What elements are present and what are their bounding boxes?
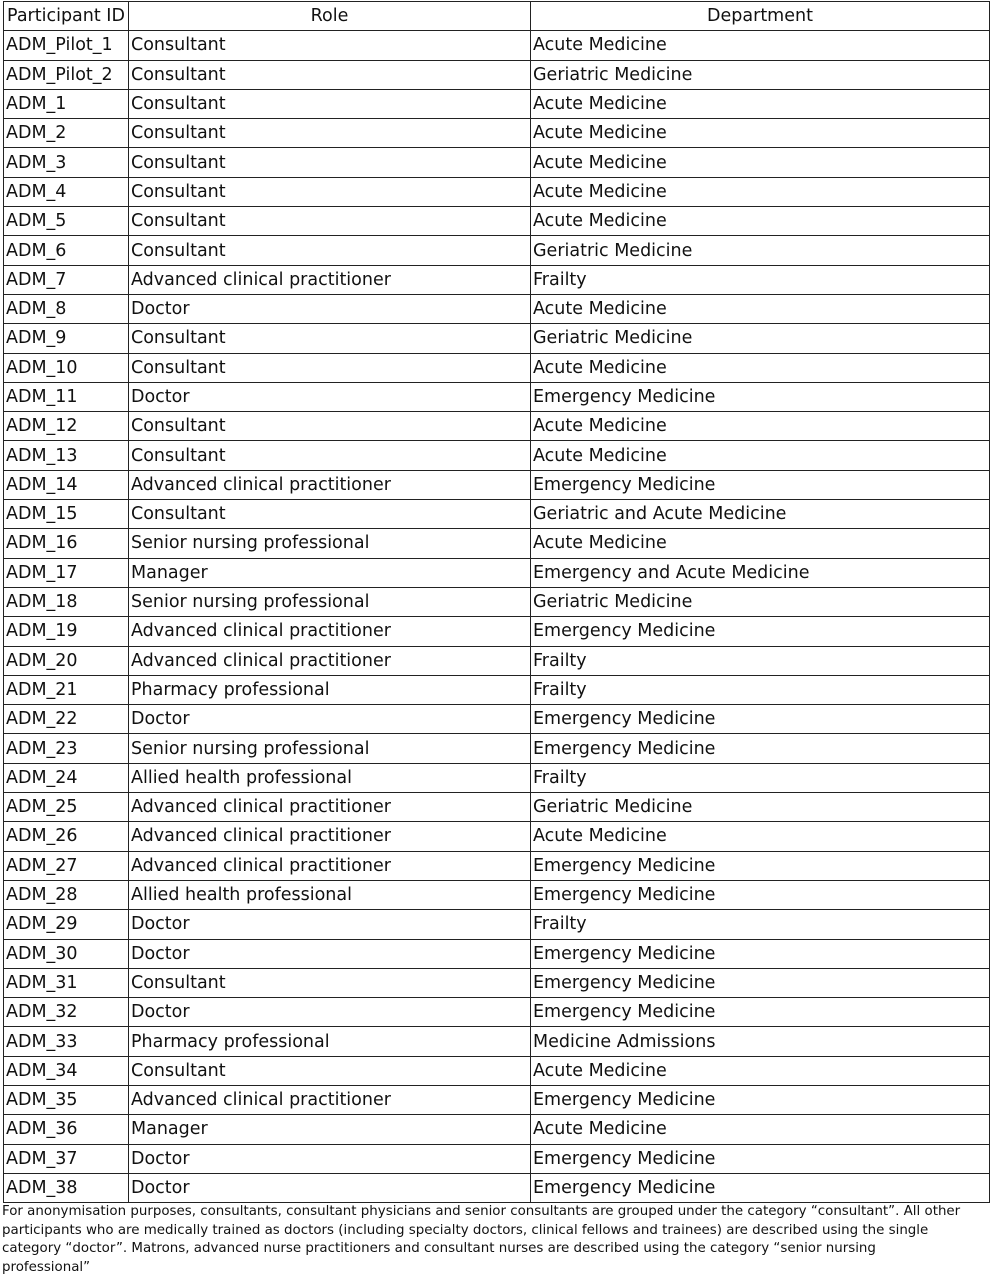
role-cell: Advanced clinical practitioner: [129, 822, 531, 851]
department-cell: Geriatric Medicine: [531, 587, 990, 616]
department-cell: Geriatric Medicine: [531, 60, 990, 89]
table-row: [4, 207, 990, 236]
role-cell: Doctor: [129, 910, 531, 939]
department-cell: Emergency Medicine: [531, 734, 990, 763]
role-cell: Advanced clinical practitioner: [129, 470, 531, 499]
table-row: [4, 412, 990, 441]
participant-id-cell: ADM_10: [4, 353, 129, 382]
table-row: [4, 851, 990, 880]
department-cell: Acute Medicine: [531, 89, 990, 118]
department-cell: Acute Medicine: [531, 353, 990, 382]
department-cell: Emergency Medicine: [531, 880, 990, 909]
table-row: [4, 324, 990, 353]
table-row: [4, 880, 990, 909]
role-cell: Advanced clinical practitioner: [129, 793, 531, 822]
participant-id-cell: ADM_19: [4, 617, 129, 646]
role-cell: Manager: [129, 558, 531, 587]
participant-id-cell: ADM_17: [4, 558, 129, 587]
participant-id-cell: ADM_1: [4, 89, 129, 118]
role-cell: Advanced clinical practitioner: [129, 1085, 531, 1114]
department-cell: Emergency and Acute Medicine: [531, 558, 990, 587]
role-cell: Doctor: [129, 294, 531, 323]
participant-id-cell: ADM_11: [4, 382, 129, 411]
table-row: [4, 441, 990, 470]
role-cell: Consultant: [129, 353, 531, 382]
table-row: [4, 998, 990, 1027]
participant-id-cell: ADM_26: [4, 822, 129, 851]
participant-id-cell: ADM_18: [4, 587, 129, 616]
role-cell: Consultant: [129, 968, 531, 997]
table-row: [4, 646, 990, 675]
participant-id-cell: ADM_Pilot_1: [4, 31, 129, 60]
department-cell: Acute Medicine: [531, 207, 990, 236]
participant-id-cell: ADM_23: [4, 734, 129, 763]
table-body: [4, 31, 990, 1203]
role-cell: Consultant: [129, 177, 531, 206]
role-cell: Consultant: [129, 500, 531, 529]
table-row: [4, 1173, 990, 1202]
role-cell: Consultant: [129, 1056, 531, 1085]
table-row: [4, 148, 990, 177]
role-cell: Senior nursing professional: [129, 587, 531, 616]
participant-id-cell: ADM_27: [4, 851, 129, 880]
department-cell: Acute Medicine: [531, 1115, 990, 1144]
department-cell: Emergency Medicine: [531, 705, 990, 734]
department-cell: Acute Medicine: [531, 294, 990, 323]
participant-id-cell: ADM_2: [4, 119, 129, 148]
role-cell: Consultant: [129, 412, 531, 441]
role-cell: Doctor: [129, 1173, 531, 1202]
participant-id-cell: ADM_24: [4, 763, 129, 792]
table-row: [4, 265, 990, 294]
table-row: [4, 968, 990, 997]
header-role: Role: [129, 2, 531, 31]
table-row: [4, 236, 990, 265]
table-row: [4, 529, 990, 558]
participant-id-cell: ADM_15: [4, 500, 129, 529]
participant-id-cell: ADM_13: [4, 441, 129, 470]
table-row: [4, 705, 990, 734]
table-row: [4, 31, 990, 60]
table-row: [4, 675, 990, 704]
role-cell: Doctor: [129, 1144, 531, 1173]
department-cell: Emergency Medicine: [531, 998, 990, 1027]
participant-id-cell: ADM_32: [4, 998, 129, 1027]
table-row: [4, 1085, 990, 1114]
table-row: [4, 1115, 990, 1144]
role-cell: Consultant: [129, 236, 531, 265]
department-cell: Acute Medicine: [531, 412, 990, 441]
participant-id-cell: ADM_3: [4, 148, 129, 177]
participant-id-cell: ADM_30: [4, 939, 129, 968]
role-cell: Advanced clinical practitioner: [129, 646, 531, 675]
role-cell: Allied health professional: [129, 880, 531, 909]
role-cell: Consultant: [129, 207, 531, 236]
table-row: [4, 793, 990, 822]
department-cell: Geriatric Medicine: [531, 236, 990, 265]
department-cell: Acute Medicine: [531, 119, 990, 148]
participant-id-cell: ADM_12: [4, 412, 129, 441]
department-cell: Acute Medicine: [531, 148, 990, 177]
department-cell: Medicine Admissions: [531, 1027, 990, 1056]
department-cell: Emergency Medicine: [531, 939, 990, 968]
department-cell: Acute Medicine: [531, 529, 990, 558]
department-cell: Geriatric and Acute Medicine: [531, 500, 990, 529]
participants-table-container: [3, 1, 989, 1203]
table-row: [4, 587, 990, 616]
table-row: [4, 500, 990, 529]
table-row: [4, 1027, 990, 1056]
department-cell: Acute Medicine: [531, 177, 990, 206]
participant-id-cell: ADM_22: [4, 705, 129, 734]
role-cell: Doctor: [129, 705, 531, 734]
department-cell: Acute Medicine: [531, 31, 990, 60]
participant-id-cell: ADM_16: [4, 529, 129, 558]
role-cell: Doctor: [129, 382, 531, 411]
table-row: [4, 60, 990, 89]
table-row: [4, 1144, 990, 1173]
department-cell: Acute Medicine: [531, 1056, 990, 1085]
department-cell: Geriatric Medicine: [531, 324, 990, 353]
table-row: [4, 910, 990, 939]
department-cell: Frailty: [531, 265, 990, 294]
participant-id-cell: ADM_21: [4, 675, 129, 704]
table-row: [4, 763, 990, 792]
participant-id-cell: ADM_34: [4, 1056, 129, 1085]
role-cell: Consultant: [129, 89, 531, 118]
role-cell: Pharmacy professional: [129, 675, 531, 704]
role-cell: Doctor: [129, 998, 531, 1027]
department-cell: Emergency Medicine: [531, 382, 990, 411]
table-header-row: [4, 2, 990, 31]
participant-id-cell: ADM_4: [4, 177, 129, 206]
department-cell: Emergency Medicine: [531, 617, 990, 646]
participant-id-cell: ADM_36: [4, 1115, 129, 1144]
participant-id-cell: ADM_29: [4, 910, 129, 939]
role-cell: Consultant: [129, 441, 531, 470]
table-row: [4, 470, 990, 499]
participant-id-cell: ADM_31: [4, 968, 129, 997]
participant-id-cell: ADM_14: [4, 470, 129, 499]
table-row: [4, 177, 990, 206]
table-row: [4, 939, 990, 968]
department-cell: Emergency Medicine: [531, 1085, 990, 1114]
header-participant-id: Participant ID: [4, 2, 129, 31]
role-cell: Consultant: [129, 60, 531, 89]
role-cell: Senior nursing professional: [129, 734, 531, 763]
participant-id-cell: ADM_33: [4, 1027, 129, 1056]
department-cell: Emergency Medicine: [531, 968, 990, 997]
role-cell: Consultant: [129, 31, 531, 60]
table-row: [4, 1056, 990, 1085]
table-row: [4, 382, 990, 411]
table-row: [4, 822, 990, 851]
department-cell: Acute Medicine: [531, 822, 990, 851]
department-cell: Emergency Medicine: [531, 1144, 990, 1173]
role-cell: Allied health professional: [129, 763, 531, 792]
participant-id-cell: ADM_Pilot_2: [4, 60, 129, 89]
department-cell: Emergency Medicine: [531, 1173, 990, 1202]
role-cell: Doctor: [129, 939, 531, 968]
participant-id-cell: ADM_28: [4, 880, 129, 909]
role-cell: Advanced clinical practitioner: [129, 265, 531, 294]
table-row: [4, 89, 990, 118]
participant-id-cell: ADM_7: [4, 265, 129, 294]
table-row: [4, 294, 990, 323]
participants-table: [3, 1, 990, 1203]
table-row: [4, 353, 990, 382]
role-cell: Manager: [129, 1115, 531, 1144]
role-cell: Consultant: [129, 324, 531, 353]
department-cell: Emergency Medicine: [531, 851, 990, 880]
role-cell: Advanced clinical practitioner: [129, 851, 531, 880]
role-cell: Advanced clinical practitioner: [129, 617, 531, 646]
participant-id-cell: ADM_5: [4, 207, 129, 236]
table-footnote: For anonymisation purposes, consultants, consultant physicians and senior consultants are grouped under the category “consultant”. All other participants who are medically trained as doctors (including specialty doctors, clinical fellows and trainees) are described using the single category “doctor”. Matrons, advanced nurse practitioners and consultant nurses are described using the category “senior nursing professional”: [2, 1204, 961, 1275]
department-cell: Emergency Medicine: [531, 470, 990, 499]
table-row: [4, 119, 990, 148]
participant-id-cell: ADM_8: [4, 294, 129, 323]
role-cell: Senior nursing professional: [129, 529, 531, 558]
participant-id-cell: ADM_38: [4, 1173, 129, 1202]
participant-id-cell: ADM_35: [4, 1085, 129, 1114]
table-row: [4, 558, 990, 587]
participant-id-cell: ADM_6: [4, 236, 129, 265]
department-cell: Geriatric Medicine: [531, 793, 990, 822]
department-cell: Acute Medicine: [531, 441, 990, 470]
table-row: [4, 617, 990, 646]
table-row: [4, 734, 990, 763]
role-cell: Consultant: [129, 148, 531, 177]
department-cell: Frailty: [531, 910, 990, 939]
participant-id-cell: ADM_9: [4, 324, 129, 353]
department-cell: Frailty: [531, 763, 990, 792]
department-cell: Frailty: [531, 646, 990, 675]
role-cell: Consultant: [129, 119, 531, 148]
participant-id-cell: ADM_20: [4, 646, 129, 675]
participant-id-cell: ADM_37: [4, 1144, 129, 1173]
header-department: Department: [531, 2, 990, 31]
department-cell: Frailty: [531, 675, 990, 704]
participant-id-cell: ADM_25: [4, 793, 129, 822]
role-cell: Pharmacy professional: [129, 1027, 531, 1056]
